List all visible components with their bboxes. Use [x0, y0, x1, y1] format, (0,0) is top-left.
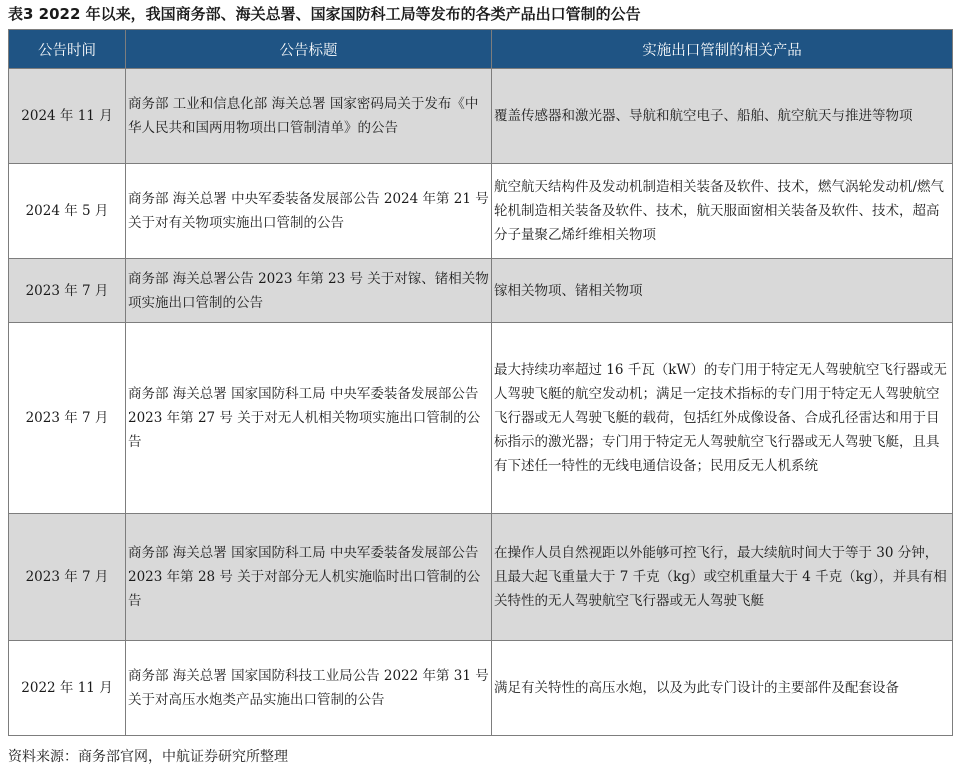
- table-row: [9, 514, 953, 641]
- table-row: [9, 69, 953, 164]
- announcement-date: 2023 年 7 月: [9, 259, 126, 323]
- controlled-products: 在操作人员自然视距以外能够可控飞行，最大续航时间大于等于 30 分钟，且最大起飞重量大于 7 千克（kg）或空机重量大于 4 千克（kg），并具有相关特性的无人驾驶航空飞行器或无人驾驶飞艇: [492, 514, 953, 641]
- announcement-date: 2024 年 11 月: [9, 69, 126, 164]
- column-header-products: 实施出口管制的相关产品: [492, 30, 953, 69]
- announcement-title: 商务部 工业和信息化部 海关总署 国家密码局关于发布《中华人民共和国两用物项出口管制清单》的公告: [126, 69, 492, 164]
- table-row: [9, 259, 953, 323]
- table-caption: 表3 2022 年以来，我国商务部、海关总署、国家国防科工局等发布的各类产品出口管制的公告: [8, 5, 641, 23]
- announcement-date: 2023 年 7 月: [9, 514, 126, 641]
- controlled-products: 最大持续功率超过 16 千瓦（kW）的专门用于特定无人驾驶航空飞行器或无人驾驶飞艇的航空发动机；满足一定技术指标的专门用于特定无人驾驶航空飞行器或无人驾驶飞艇的载荷，包括红外成像设备、合成孔径雷达和用于目标指示的激光器；专门用于特定无人驾驶航空飞行器或无人驾驶飞艇，且具有下述任一特性的无线电通信设备；民用反无人机系统: [492, 323, 953, 514]
- announcement-date: 2022 年 11 月: [9, 641, 126, 736]
- controlled-products: 镓相关物项、锗相关物项: [492, 259, 953, 323]
- announcement-title: 商务部 海关总署 中央军委装备发展部公告 2024 年第 21 号 关于对有关物项实施出口管制的公告: [126, 164, 492, 259]
- table-row: [9, 641, 953, 736]
- source-note: 资料来源：商务部官网，中航证券研究所整理: [8, 749, 288, 765]
- column-header-date: 公告时间: [9, 30, 126, 69]
- controlled-products: 航空航天结构件及发动机制造相关装备及软件、技术，燃气涡轮发动机/燃气轮机制造相关装备及软件、技术，航天服面窗相关装备及软件、技术，超高分子量聚乙烯纤维相关物项: [492, 164, 953, 259]
- header-row: [9, 30, 953, 69]
- announcement-date: 2023 年 7 月: [9, 323, 126, 514]
- table-row: [9, 164, 953, 259]
- export-control-table: [8, 29, 953, 736]
- announcement-title: 商务部 海关总署 国家国防科工局 中央军委装备发展部公告 2023 年第 28 号 关于对部分无人机实施临时出口管制的公告: [126, 514, 492, 641]
- announcement-date: 2024 年 5 月: [9, 164, 126, 259]
- column-header-title: 公告标题: [126, 30, 492, 69]
- announcement-title: 商务部 海关总署 国家国防科技工业局公告 2022 年第 31 号 关于对高压水炮类产品实施出口管制的公告: [126, 641, 492, 736]
- announcement-title: 商务部 海关总署 国家国防科工局 中央军委装备发展部公告 2023 年第 27 号 关于对无人机相关物项实施出口管制的公告: [126, 323, 492, 514]
- announcement-title: 商务部 海关总署公告 2023 年第 23 号 关于对镓、锗相关物项实施出口管制的公告: [126, 259, 492, 323]
- controlled-products: 覆盖传感器和激光器、导航和航空电子、船舶、航空航天与推进等物项: [492, 69, 953, 164]
- table-row: [9, 323, 953, 514]
- controlled-products: 满足有关特性的高压水炮，以及为此专门设计的主要部件及配套设备: [492, 641, 953, 736]
